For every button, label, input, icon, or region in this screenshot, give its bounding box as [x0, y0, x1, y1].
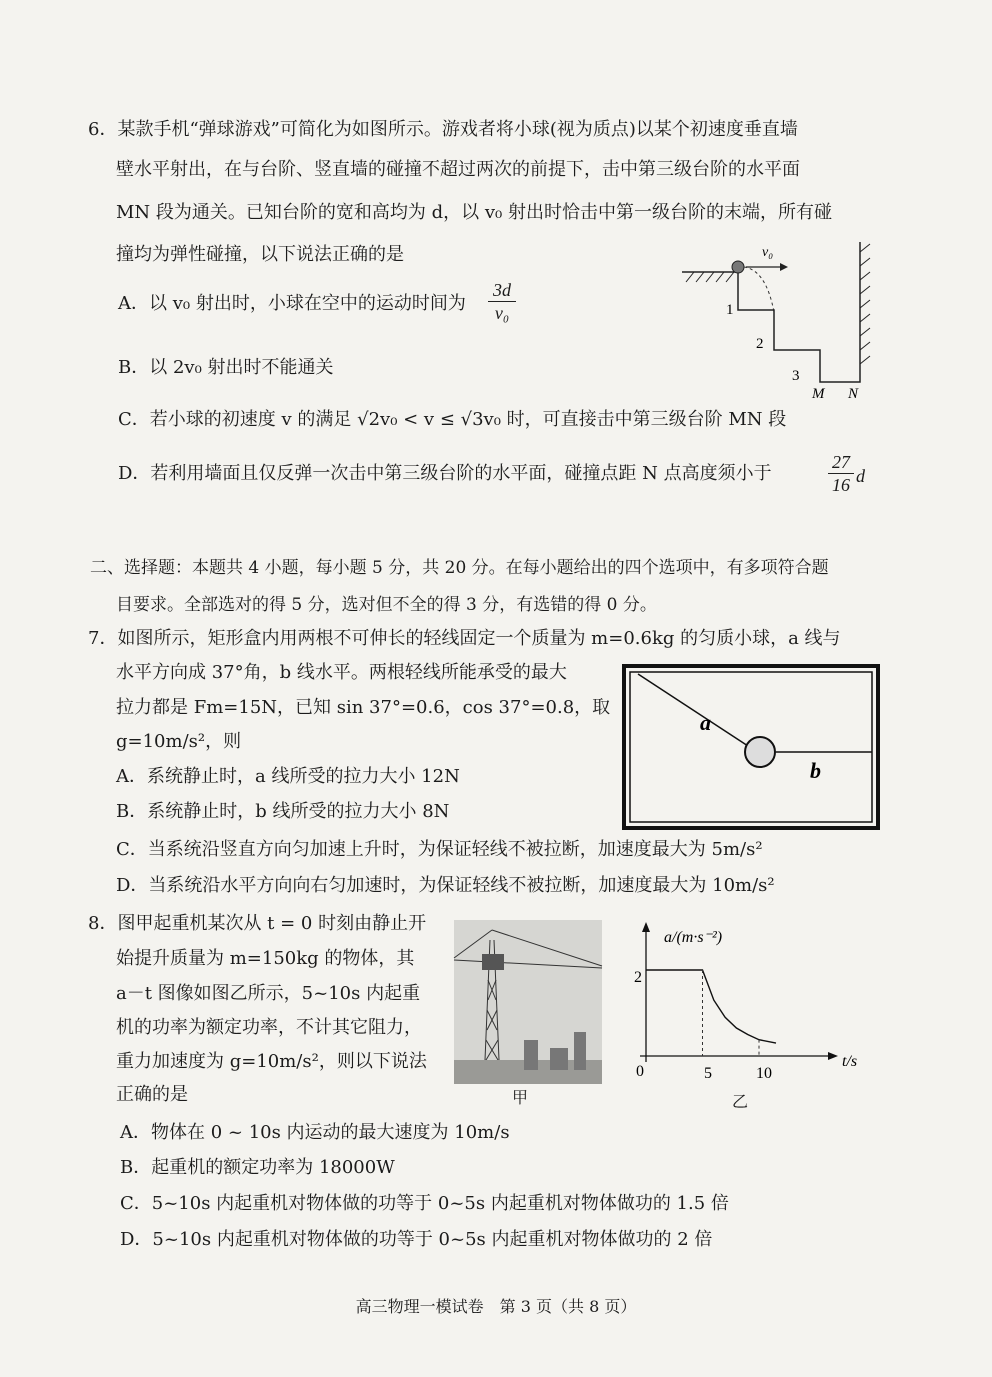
x-axis-arrow [828, 1052, 838, 1060]
tick-label-x10: 10 [756, 1065, 772, 1082]
v0-label: v₀ [762, 245, 774, 260]
q6-option-a: A．以 v₀ 射出时，小球在空中的运动时间为 [118, 293, 466, 314]
figure-yi-label: 乙 [732, 1092, 749, 1111]
fraction-denominator: 16 [832, 475, 850, 495]
stairs-diagram [676, 232, 886, 402]
tick-label-origin: 0 [636, 1063, 644, 1080]
page-footer: 高三物理一模试卷 第 3 页（共 8 页） [355, 1297, 637, 1316]
q8-option-d: D．5~10s 内起重机对物体做的功等于 0~5s 内起重机对物体做功的 2 倍 [120, 1229, 713, 1250]
q7-option-d: D．当系统沿水平方向向右匀加速时，为保证轻线不被拉断，加速度最大为 10m/s² [116, 875, 775, 896]
step-2-label: 2 [756, 336, 764, 352]
fraction-denominator: v₀ [494, 303, 510, 323]
section2-line1: 二、选择题：本题共 4 小题，每小题 5 分，共 20 分。在每小题给出的四个选项中，有多项符合题 [90, 558, 829, 578]
section2-line2: 目要求。全部选对的得 5 分，选对但不全的得 3 分，有选错的得 0 分。 [116, 595, 657, 615]
y-axis-arrow [642, 922, 650, 932]
q8-line1: 8．图甲起重机某次从 t = 0 时刻由静止开 [88, 913, 427, 934]
fraction-bar [828, 473, 854, 474]
q7-option-b: B．系统静止时，b 线所受的拉力大小 8N [116, 801, 450, 822]
box-diagram [622, 664, 880, 830]
tick-label-x5: 5 [704, 1065, 712, 1082]
q6-option-a-fraction [488, 280, 516, 323]
x-axis-label: t/s [842, 1053, 858, 1070]
q7-line3: 拉力都是 Fm=15N，已知 sin 37°=0.6，cos 37°=0.8，取 [116, 697, 611, 718]
crane-photo [454, 920, 602, 1084]
figure-jia-label: 甲 [512, 1088, 529, 1107]
fraction-numerator: 3d [493, 280, 511, 300]
step-3-label: 3 [792, 368, 800, 384]
q8-option-b: B．起重机的额定功率为 18000W [120, 1157, 395, 1178]
q8-line3: a－t 图像如图乙所示，5~10s 内起重 [116, 983, 421, 1004]
series-line-acceleration [646, 970, 776, 1043]
q6-option-d: D．若利用墙面且仅反弹一次击中第三级台阶的水平面，碰撞点距 N 点高度须小于 [118, 463, 772, 484]
q6-option-c: C．若小球的初速度 v 的满足 √2v₀ < v ≤ √3v₀ 时，可直接击中第三级台阶 MN 段 [118, 409, 787, 430]
step-1-label: 1 [726, 302, 734, 318]
q6-line2: 壁水平射出，在与台阶、竖直墙的碰撞不超过两次的前提下，击中第三级台阶的水平面 [116, 159, 800, 180]
q6-line4: 撞均为弹性碰撞，以下说法正确的是 [116, 244, 404, 265]
q7-line1: 7．如图所示，矩形盒内用两根不可伸长的轻线固定一个质量为 m=0.6kg 的匀质小球，a 线与 [88, 628, 841, 649]
q6-option-d-tail: d [856, 466, 865, 486]
q7-line2: 水平方向成 37°角，b 线水平。两根轻线所能承受的最大 [116, 662, 567, 683]
q6-line3: MN 段为通关。已知台阶的宽和高均为 d，以 v₀ 射出时恰击中第一级台阶的末端，所有碰 [116, 202, 832, 223]
ball [732, 261, 744, 273]
q8-option-a: A．物体在 0 ~ 10s 内运动的最大速度为 10m/s [120, 1122, 510, 1143]
string-b-label: b [810, 758, 821, 783]
q6-option-d-fraction [828, 452, 854, 495]
q6-option-b: B．以 2v₀ 射出时不能通关 [118, 357, 334, 378]
acceleration-time-graph [624, 920, 864, 1088]
y-axis-label: a/(m·s⁻²) [664, 929, 723, 946]
q8-line4: 机的功率为额定功率，不计其它阻力， [116, 1017, 422, 1038]
string-a-label: a [700, 710, 711, 735]
q8-line6: 正确的是 [116, 1084, 188, 1105]
tick-label-y2: 2 [634, 969, 642, 986]
q8-line5: 重力加速度为 g=10m/s²，则以下说法 [116, 1051, 427, 1072]
q7-line4: g=10m/s²，则 [116, 731, 242, 752]
fraction-numerator: 27 [832, 452, 850, 472]
ball [745, 737, 775, 767]
fraction-bar [488, 301, 516, 302]
q8-option-c: C．5~10s 内起重机对物体做的功等于 0~5s 内起重机对物体做功的 1.5 倍 [120, 1193, 729, 1214]
point-n-label: N [848, 386, 859, 402]
point-m-label: M [812, 386, 825, 402]
q7-option-a: A．系统静止时，a 线所受的拉力大小 12N [116, 766, 460, 787]
q6-line1: 6．某款手机“弹球游戏”可简化为如图所示。游戏者将小球(视为质点)以某个初速度垂直墙 [88, 119, 798, 140]
q7-option-c: C．当系统沿竖直方向匀加速上升时，为保证轻线不被拉断，加速度最大为 5m/s² [116, 839, 763, 860]
q8-line2: 始提升质量为 m=150kg 的物体，其 [116, 948, 415, 969]
